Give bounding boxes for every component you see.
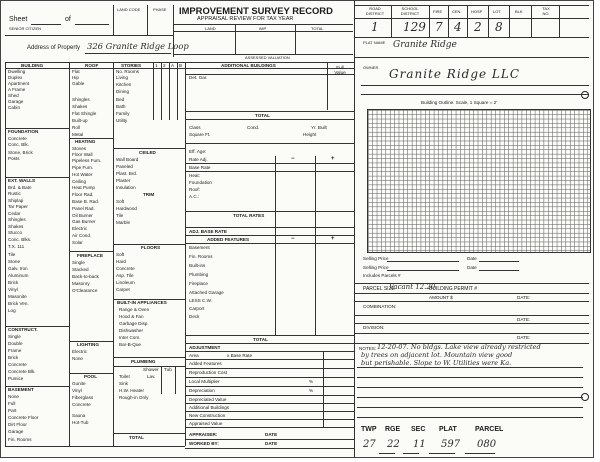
- feature-item: Attached Garage: [189, 290, 224, 295]
- ceiled-item: Insulation: [116, 185, 136, 190]
- permit-date-label: DATE:: [517, 295, 531, 300]
- district-value: 4: [454, 20, 462, 34]
- heating-item: Panel Rad.: [72, 206, 95, 211]
- combination-label: COMBINATION:: [363, 304, 397, 309]
- heating-item: Stoves: [72, 146, 87, 151]
- ext-walls-heading: EXT. WALLS: [8, 178, 36, 183]
- trim-heading: TRIM: [143, 192, 155, 197]
- minus-heading: −: [291, 156, 295, 162]
- construct-item: Single: [8, 334, 21, 339]
- adjust-item: Depreciated Value: [189, 397, 227, 402]
- roof-heading: ROOF: [85, 63, 99, 68]
- ext-wall-item: Brick Ven.: [8, 301, 29, 306]
- construct-item: Double: [8, 341, 23, 346]
- building-item: Dwelling: [8, 69, 26, 74]
- footer-label: SEC: [411, 426, 426, 433]
- ext-wall-item: Stone: [8, 259, 21, 264]
- footer-value: 11: [413, 439, 426, 450]
- pool-item: Sauna: [72, 413, 86, 418]
- area-label: Area: [189, 353, 199, 358]
- plumbing-heading: PLUMBING: [131, 359, 156, 364]
- stories-col: 2: [163, 63, 166, 68]
- plus-heading-2: +: [331, 236, 335, 242]
- roof-item: Flat: [72, 69, 80, 74]
- stories-item: Living: [116, 75, 129, 80]
- feature-item: LESS C.W.: [189, 298, 212, 303]
- district-value: 129: [403, 20, 426, 34]
- adjust-item: Additional Buildings: [189, 405, 230, 410]
- ext-wall-item: Stucco: [8, 230, 23, 235]
- selling-price-label-2: Selling Price: [363, 265, 389, 270]
- height-label: Height: [303, 132, 317, 137]
- heating-item: Hot Water: [72, 172, 93, 177]
- floors-item: Hard: [116, 259, 126, 264]
- construct-item: Pumice: [8, 376, 24, 381]
- adjustment-heading: ADJUSTMENT: [189, 345, 221, 350]
- ext-wall-item: Tile: [8, 252, 16, 257]
- built-in-item: Hood & Fan: [119, 314, 144, 319]
- floors-heading: FLOORS: [141, 245, 161, 250]
- district-label: CEN.: [452, 9, 462, 14]
- notes-line: 12-20-07. No bldgs. Lake view already restricted: [377, 343, 541, 351]
- senior-citizen-label: SENIOR CITIZEN: [9, 26, 42, 31]
- plat-name-value: Granite Ridge: [393, 40, 457, 50]
- pool-item: Fiberglass: [72, 395, 94, 400]
- built-in-item: Inter Com.: [119, 335, 141, 340]
- owner-value: Granite Ridge LLC: [389, 67, 521, 81]
- plumbing-col: Tub: [164, 367, 172, 372]
- ext-wall-item: Tar Paper: [8, 204, 28, 209]
- percent-sign: %: [309, 379, 314, 384]
- construct-item: Frame: [8, 348, 22, 353]
- footer-label: PLAT: [439, 426, 457, 433]
- notes-label: NOTES:: [359, 346, 377, 351]
- district-value: 2: [474, 20, 482, 34]
- feature-item: Fireplace: [189, 281, 208, 286]
- worked-by-label: WORKED BY:: [189, 441, 219, 446]
- pool-item: Gunite: [72, 381, 86, 386]
- district-label: SCHOOL DISTRICT: [400, 6, 420, 16]
- adjust-item: New Construction: [189, 413, 226, 418]
- plat-name-label: PLAT NAME: [363, 40, 386, 45]
- floors-item: Carpet: [116, 287, 130, 292]
- district-label: TAX NO.: [542, 6, 550, 16]
- building-outline-grid: [367, 109, 591, 253]
- building-outline-caption: Building Outline. Scale, 1 Square = 2': [421, 100, 498, 105]
- building-item: Duplex: [8, 75, 23, 80]
- base-rate-label: Base Rate: [189, 165, 211, 170]
- adjust-item: Depreciation: [189, 388, 215, 393]
- ext-wall-item: Shiplap: [8, 198, 24, 203]
- appraiser-date-label: DATE: [265, 432, 278, 437]
- ext-wall-item: Vinyl: [8, 287, 18, 292]
- feature-item: Plumbing: [189, 272, 209, 277]
- footer-value: 22: [387, 439, 400, 450]
- added-features-heading: ADDED FEATURES: [207, 237, 250, 242]
- rate-item: A.C.:: [189, 194, 200, 199]
- pool-item: Vinyl: [72, 388, 82, 393]
- heating-item: Pipe Furn.: [72, 165, 94, 170]
- trim-item: Hardwood: [116, 206, 137, 211]
- plus-heading: +: [331, 156, 335, 162]
- district-value: 7: [435, 20, 443, 34]
- ceiled-item: Plast. Brd.: [116, 171, 138, 176]
- plumbing-item: Rough-in Only: [119, 395, 149, 400]
- ext-wall-item: Brd. & Batn: [8, 185, 32, 190]
- district-label: BLK: [515, 9, 523, 14]
- cond-label: Cond.: [247, 125, 260, 130]
- roof-item: Shingles: [72, 97, 90, 102]
- construct-item: Concrete: [8, 362, 27, 367]
- lighting-item: Electric: [72, 349, 88, 354]
- eff-age-label: Eff. Age:: [189, 149, 207, 154]
- pool-heading: POOL: [84, 374, 98, 379]
- built-in-item: Garbage Disp.: [119, 321, 149, 326]
- base-rate-mult-label: x Base Rate: [227, 353, 253, 358]
- pool-item: Concrete: [72, 402, 91, 407]
- ceiled-item: Plaster: [116, 178, 131, 183]
- plumbing-item: Sink: [119, 381, 128, 386]
- amount-label: AMOUNT $: [429, 295, 453, 300]
- floors-item: Linoleum: [116, 280, 135, 285]
- ext-wall-item: Galv. Iron: [8, 266, 28, 271]
- basement-item: Dirt Floor: [8, 422, 27, 427]
- building-item: Garage: [8, 99, 24, 104]
- stories-col: B: [179, 63, 183, 68]
- basement-heading: BASEMENT: [8, 387, 34, 392]
- heating-item: Floor Wall: [72, 152, 93, 157]
- roof-item: Roll: [72, 125, 80, 130]
- adjust-item: Appraised Value: [189, 421, 223, 426]
- footer-value: 080: [477, 439, 497, 450]
- stories-col: A: [171, 63, 175, 68]
- division-label: DIVISION:: [363, 325, 385, 330]
- stories-item: Kitchen: [116, 82, 132, 87]
- notes-line: by trees on adjacent lot. Mountain view good: [361, 351, 513, 359]
- ceiled-heading: CEILED: [139, 150, 156, 155]
- ext-wall-item: T.X. 111: [8, 244, 25, 249]
- ext-wall-item: Shingles: [8, 217, 26, 222]
- selling-date-label-2: Date: [467, 265, 477, 270]
- form-subtitle: APPRAISAL REVIEW FOR TAX YEAR: [197, 16, 294, 22]
- yr-built-label: Yr. Built: [311, 125, 327, 130]
- building-permit-label: BUILDING PERMIT #: [429, 286, 477, 292]
- ext-wall-item: Masonite: [8, 294, 27, 299]
- ext-wall-item: Shakes: [8, 224, 24, 229]
- ext-wall-item: Aluminum: [8, 273, 29, 278]
- district-label: FIRE: [433, 9, 443, 14]
- of-label: of: [65, 16, 71, 23]
- pool-item: Hot-Tub: [72, 420, 89, 425]
- total-header: TOTAL: [311, 26, 324, 31]
- lighting-heading: LIGHTING: [77, 342, 99, 347]
- fireplace-item: Masonry: [72, 281, 90, 286]
- building-item: A Frame: [8, 87, 26, 92]
- heating-item: Pipeless Furn.: [72, 158, 102, 163]
- district-value: 8: [495, 20, 503, 34]
- fireplace-item: Back-to-back: [72, 274, 99, 279]
- basement-item: None: [8, 394, 19, 399]
- stories-item: Bed: [116, 97, 125, 102]
- stories-heading: STORIES: [121, 63, 142, 68]
- notes-line: but perishable. Slope to W. Utilities were Ka.: [361, 359, 512, 367]
- feature-item: Deck: [189, 314, 200, 319]
- ext-wall-item: Rustic: [8, 191, 21, 196]
- built-in-item: Range & Oven: [119, 307, 150, 312]
- trim-item: Marble: [116, 220, 131, 225]
- building-item: Apartment: [8, 81, 30, 86]
- district-value: 1: [371, 20, 379, 34]
- foundation-item: Conc. Blk.: [8, 142, 29, 147]
- stories-item: No. Rooms: [116, 69, 139, 74]
- ext-wall-item: Cedar: [8, 211, 21, 216]
- plumbing-col: Shower: [143, 367, 159, 372]
- appraiser-label: APPRAISER:: [189, 432, 218, 437]
- fireplace-heading: FIREPLACE: [77, 253, 104, 258]
- feature-item: Basement: [189, 245, 210, 250]
- selling-price-label: Selling Price: [363, 256, 389, 261]
- punch-hole-top: [581, 91, 589, 99]
- phase-label: PHASE: [153, 7, 167, 12]
- building-heading: BUILDING: [21, 63, 44, 68]
- selling-date-label: Date: [467, 256, 477, 261]
- heating-item: Floor Rad.: [72, 192, 94, 197]
- land-code-label: LAND CODE: [117, 7, 141, 12]
- roof-item: Flat Shingle: [72, 111, 97, 116]
- class-label: Class: [189, 125, 201, 130]
- footer-label: RGE: [385, 426, 401, 433]
- parcel-size-label: PARCEL SIZE: [363, 286, 395, 292]
- foundation-item: Concrete: [8, 136, 27, 141]
- built-in-heading: BUILT-IN APPLIANCES: [117, 300, 167, 305]
- built-in-item: Dishwasher: [119, 328, 143, 333]
- additional-buildings-heading: ADDITIONAL BUILDINGS: [221, 63, 276, 68]
- stories-item: Bath: [116, 104, 126, 109]
- address-label: Address of Property: [27, 45, 81, 51]
- add-bldg-total: TOTAL: [255, 113, 270, 118]
- roof-item: Metal: [72, 132, 84, 137]
- ceiled-item: Paneled: [116, 164, 133, 169]
- roof-item: Gable: [72, 81, 85, 86]
- owner-label: OWNER: [363, 65, 379, 70]
- roof-item: Shakes: [72, 104, 88, 109]
- det-gar-label: Det. Gar.: [189, 75, 208, 80]
- heating-item: Air Cond.: [72, 233, 92, 238]
- footer-label: TWP: [361, 426, 377, 433]
- ext-wall-item: Log: [8, 308, 16, 313]
- feature-item: Fin. Rooms: [189, 254, 213, 259]
- worked-by-date-label: DATE: [265, 441, 278, 446]
- adj-base-rate-label: ADJ. BASE RATE: [189, 229, 227, 234]
- minus-heading-2: −: [291, 236, 295, 242]
- floors-item: Soft: [116, 252, 125, 257]
- total-rates-label: TOTAL RATES: [233, 213, 265, 218]
- land-header: LAND: [205, 26, 216, 31]
- roof-item: Hip: [72, 75, 79, 80]
- assessed-valuation-label: ASSESSED VALUATION: [245, 55, 290, 60]
- lighting-item: None: [72, 356, 83, 361]
- adjust-item: Local Multiplier: [189, 379, 220, 384]
- plumbing-item: Lav.: [147, 374, 156, 379]
- plumbing-item: Toilet: [119, 374, 130, 379]
- trim-item: Soft: [116, 199, 125, 204]
- heating-item: Electric: [72, 226, 88, 231]
- feature-item: Carport: [189, 306, 205, 311]
- heating-item: Solar: [72, 240, 83, 245]
- heating-heading: HEATING: [75, 139, 96, 144]
- feature-item: Built-ins: [189, 263, 206, 268]
- plumbing-item: H.W. Heater: [119, 388, 145, 393]
- fireplace-item: O'Clearance: [72, 288, 98, 293]
- includes-parcels-label: Includes Parcels #: [363, 273, 401, 278]
- ceiled-item: Wall Board: [116, 157, 139, 162]
- adjust-item: Added Features: [189, 361, 222, 366]
- footer-label: PARCEL: [475, 426, 504, 433]
- rate-item: Foundation: [189, 180, 212, 185]
- heating-item: Base B. Rad.: [72, 199, 100, 204]
- floors-item: Concrete: [116, 266, 135, 271]
- foundation-item: Posts: [8, 156, 20, 161]
- col3-total: TOTAL: [129, 435, 144, 440]
- ext-wall-item: Conc. Blks.: [8, 237, 32, 242]
- form-title: IMPROVEMENT SURVEY RECORD: [179, 5, 333, 16]
- built-in-item: Bar-B-Que: [119, 342, 141, 347]
- basement-item: Part: [8, 408, 17, 413]
- basement-item: Garage: [8, 429, 24, 434]
- roof-item: Built-up: [72, 118, 88, 123]
- district-label: ROAD DISTRICT: [365, 6, 385, 16]
- heating-item: Heat Pump: [72, 185, 95, 190]
- basement-item: Full: [8, 401, 16, 406]
- heating-item: Oil Burner: [72, 213, 93, 218]
- sheet-label: Sheet: [9, 16, 28, 23]
- features-total: TOTAL: [253, 337, 268, 342]
- stories-item: Utility: [116, 118, 128, 123]
- district-label: LOT: [493, 9, 501, 14]
- floors-item: Asp. Tile: [116, 273, 134, 278]
- building-item: Shed: [8, 93, 19, 98]
- heating-item: Gas Burner: [72, 219, 96, 224]
- parcel-size-value: Vacant 12.20: [389, 283, 436, 291]
- full-value-heading: Full Value: [334, 65, 346, 75]
- fireplace-item: Stacked: [72, 267, 89, 272]
- stories-item: Dining: [116, 89, 130, 94]
- rate-item: Heat:: [189, 173, 200, 178]
- rate-item: Roof:: [189, 187, 200, 192]
- combination-date-label: DATE:: [517, 317, 531, 322]
- percent-sign: %: [309, 388, 314, 393]
- construct-heading: CONSTRUCT.: [8, 327, 38, 332]
- address-value: 326 Granite Ridge Loop: [87, 41, 189, 51]
- basement-item: Fin. Rooms: [8, 437, 32, 442]
- footer-value: 27: [363, 439, 376, 450]
- trim-item: Tile: [116, 213, 124, 218]
- imp-header: IMP: [259, 26, 267, 31]
- construct-item: Concrete Blk.: [8, 369, 36, 374]
- ext-wall-item: Brick: [8, 280, 19, 285]
- foundation-item: Stone, Brick: [8, 150, 33, 155]
- stories-col: 1: [155, 63, 158, 68]
- rate-adj-label: Rate Adj.: [189, 157, 208, 162]
- basement-item: Concrete Floor: [8, 415, 39, 420]
- division-date-label: DATE:: [517, 335, 531, 340]
- heating-item: Ceiling: [72, 179, 87, 184]
- building-item: Cabin: [8, 105, 21, 110]
- stories-item: Family: [116, 111, 130, 116]
- foundation-heading: FOUNDATION: [8, 129, 39, 134]
- construct-item: Brick: [8, 355, 19, 360]
- district-label: HOSP: [471, 9, 483, 14]
- square-ft-label: Square Ft.: [189, 132, 211, 137]
- footer-value: 597: [441, 439, 461, 450]
- adjust-item: Reproduction Cost: [189, 370, 228, 375]
- fireplace-item: Single: [72, 260, 85, 265]
